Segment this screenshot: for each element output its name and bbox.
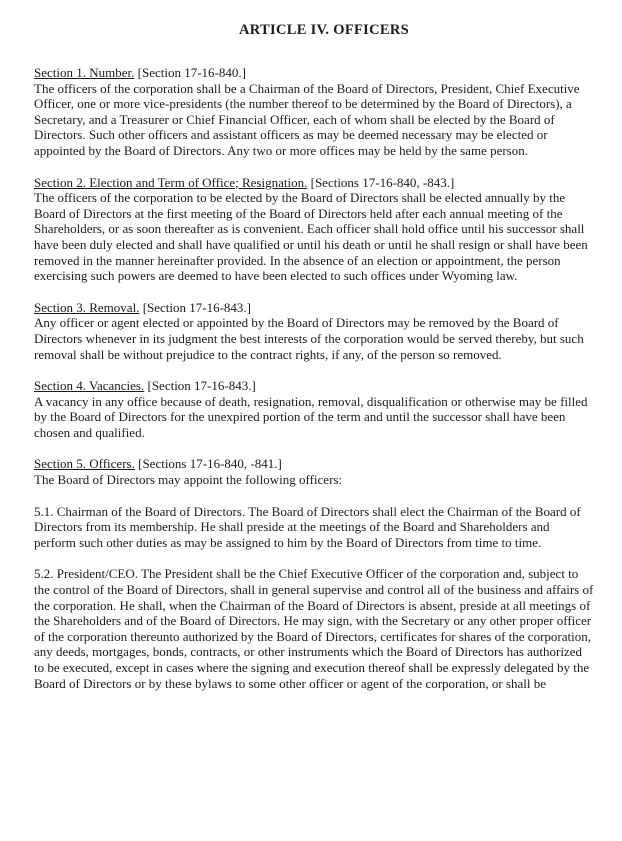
section-reference: [Sections 17-16-840, -841.] — [134, 456, 282, 472]
section-reference: [Section 17-16-840.] — [134, 65, 246, 80]
section-header — [34, 300, 594, 316]
section-body: A vacancy in any office because of death, resignation, removal, disqualification or otherwise may be filled by the Board of Directors for the unexpired portion of the term and until the successor shall have been chosen and qualified. — [34, 393, 588, 440]
section-heading: Section 3. Removal. — [34, 299, 140, 315]
section-reference: [Section 17-16-843.] — [139, 299, 251, 315]
section-reference: [Section 17-16-843.] — [144, 378, 256, 394]
section-heading: Section 1. Number. — [34, 65, 135, 80]
article-title: ARTICLE IV. OFFICERS — [239, 22, 409, 38]
section-body: Any officer or agent elected or appointed by the Board of Directors may be removed by the Board of Directors whenever in its judgment the best interests of the corporation would be served thereby, but such removal shall be without prejudice to the contract rights, if any, of the person so removed. — [34, 315, 584, 362]
section-vacancies — [34, 378, 594, 440]
section-removal — [34, 300, 594, 362]
section-body: The officers of the corporation to be elected by the Board of Directors shall be elected annually by the Board of Directors at the first meeting of the Board of Directors held after each annual meeting of the Shareholders, or as soon thereafter as is convenient. Each officer shall hold office until his successor shall have been duly elected and shall have qualified or until his death or until he shall resign or shall have been removed in the manner hereinafter provided. In the absence of an election or appointment, the person exercising such powers are deemed to have been elected to such offices under Wyoming law. — [34, 190, 588, 284]
section-election-term — [34, 175, 594, 284]
section-body: The officers of the corporation shall be a Chairman of the Board of Directors, President, Chief Executive Officer, one or more vice-presidents (the number thereof to be determined by the Board of Directors), a Secretary, and a Treasurer or Chief Financial Officer, each of whom shall be elected by the Board of Directors. Such other officers and assistant officers as may be deemed necessary may be elected or appointed by the Board of Directors. Any two or more offices may be held by the same person. — [34, 80, 580, 158]
section-number — [34, 65, 594, 159]
section-header — [34, 378, 594, 394]
subsection-chairman: 5.1. Chairman of the Board of Directors. The Board of Directors shall elect the Chairman of the Board of Directors from its membership. He shall preside at the meetings of the Board and Shareholders and perform such other duties as may be assigned to him by the Board of Directors from time to time. — [34, 503, 581, 550]
section-heading: Section 2. Election and Term of Office; Resignation. — [34, 174, 308, 190]
section-header — [34, 65, 594, 81]
section-header — [34, 175, 594, 191]
section-heading: Section 5. Officers. — [34, 456, 135, 472]
section-body: The Board of Directors may appoint the following officers: — [34, 472, 343, 488]
section-officers — [34, 456, 594, 487]
section-reference: [Sections 17-16-840, -843.] — [307, 174, 455, 190]
section-heading: Section 4. Vacancies. — [34, 378, 145, 394]
subsection-president-ceo: 5.2. President/CEO. The President shall be the Chief Executive Officer of the corporation and, subject to the control of the Board of Directors, shall in general supervise and control all of the business and affairs of the corporation. He shall, when the Chairman of the Board of Directors is absent, preside at all meetings of the Shareholders and of the Board of Directors. He may sign, with the Secretary or any other proper officer of the corporation thereunto authorized by the Board of Directors, certificates for shares of the corporation, any deeds, mortgages, bonds, contracts, or other instruments which the Board of Directors has authorized to be executed, except in cases where the signing and execution thereof shall be expressly delegated by the Board of Directors or by these bylaws to some other officer or agent of the corporation, or shall be — [34, 566, 594, 691]
section-header — [34, 456, 594, 472]
